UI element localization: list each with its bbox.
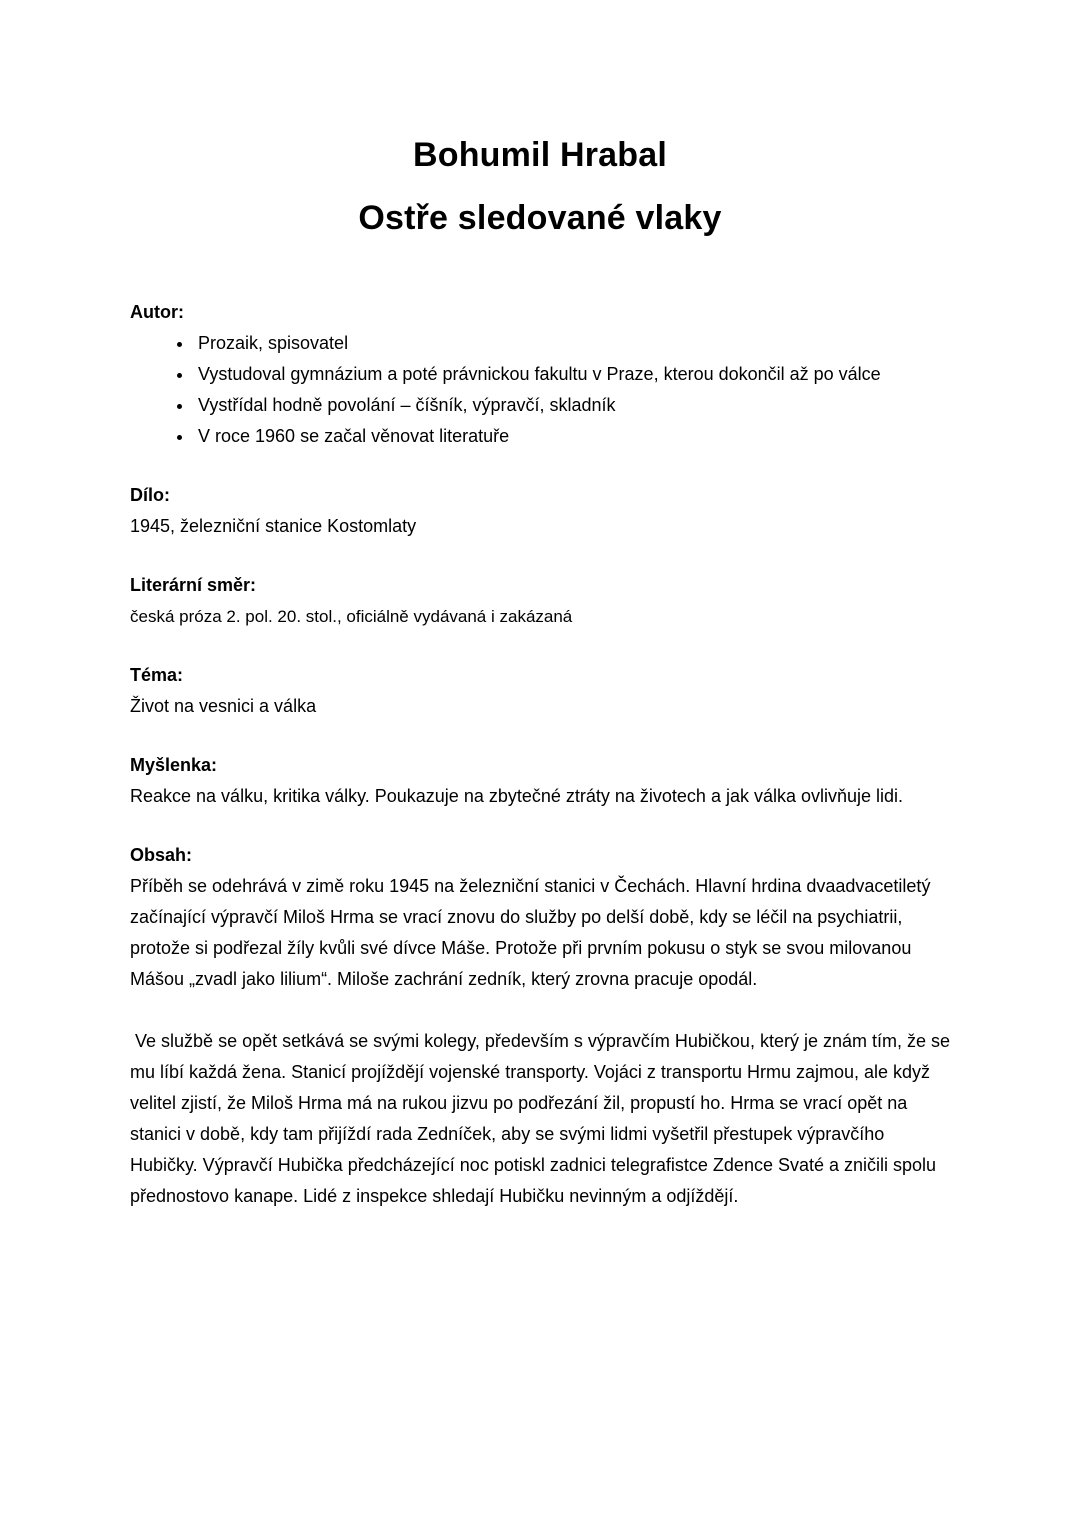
obsah-paragraph-1: Příběh se odehrává v zimě roku 1945 na železniční stanici v Čechách. Hlavní hrdina dvaadvacetiletý začínající výpravčí Miloš Hrma se vrací znovu do služby po delší době, kdy se léčil na psychiatrii, protože si podřezal žíly kvůli své dívce Máše. Protože při prvním pokusu o styk se svou milovanou Mášou „zvadl jako lilium“. Miloše zachrání zedník, který zrovna pracuje opodál. <box>130 875 936 989</box>
section-dilo-text: 1945, železniční stanice Kostomlaty <box>130 515 417 536</box>
section-obsah <box>130 840 956 1212</box>
section-dilo <box>130 480 950 542</box>
section-tema <box>130 660 950 722</box>
section-myslenka-heading: Myšlenka: <box>130 754 218 775</box>
section-autor-heading: Autor: <box>130 301 184 322</box>
bullet-item: • Vystřídal hodně povolání – číšník, výpravčí, skladník <box>194 390 950 421</box>
autor-bullet-list <box>130 328 950 452</box>
section-myslenka <box>130 750 950 812</box>
section-obsah-heading: Obsah: <box>130 844 193 865</box>
section-myslenka-text: Reakce na válku, kritika války. Poukazuje na zbytečné ztráty na životech a jak válka ovlivňuje lidi. <box>130 785 904 806</box>
section-autor <box>130 297 950 452</box>
document-title-block <box>130 135 950 239</box>
section-literarni-smer-text: česká próza 2. pol. 20. stol., oficiálně vydávaná i zakázaná <box>130 606 573 626</box>
section-tema-heading: Téma: <box>130 664 184 685</box>
bullet-item: • Vystudoval gymnázium a poté právnickou fakultu v Praze, kterou dokončil až po válce <box>194 359 950 390</box>
bullet-item: • V roce 1960 se začal věnovat literatuře <box>194 421 950 452</box>
obsah-paragraph-2: Ve službě se opět setkává se svými kolegy, především s výpravčím Hubičkou, který je znám tím, že se mu líbí každá žena. Stanicí projíždějí vojenské transporty. Vojáci z transportu Hrmu zajmou, ale když velitel zjistí, že Miloš Hrma má na rukou jizvu po podřezání žil, propustí ho. Hrma se vrací opět na stanici v době, kdy tam přijíždí rada Zedníček, aby se svými lidmi vyšetřil přestupek výpravčího Hubičky. Výpravčí Hubička předcházející noc potiskl zadnici telegrafistce Zdence Svaté a zničili spolu přednostovo kanape. Lidé z inspekce shledají Hubičku nevinným a odjíždějí. <box>130 1030 956 1206</box>
section-literarni-smer <box>130 570 950 632</box>
section-dilo-heading: Dílo: <box>130 484 170 505</box>
section-literarni-smer-heading: Literární směr: <box>130 574 257 595</box>
document-title-line2: Ostře sledované vlaky <box>358 198 722 237</box>
document-title-line1: Bohumil Hrabal <box>412 136 668 174</box>
section-tema-text: Život na vesnici a válka <box>130 695 317 716</box>
bullet-item: • Prozaik, spisovatel <box>194 328 950 359</box>
